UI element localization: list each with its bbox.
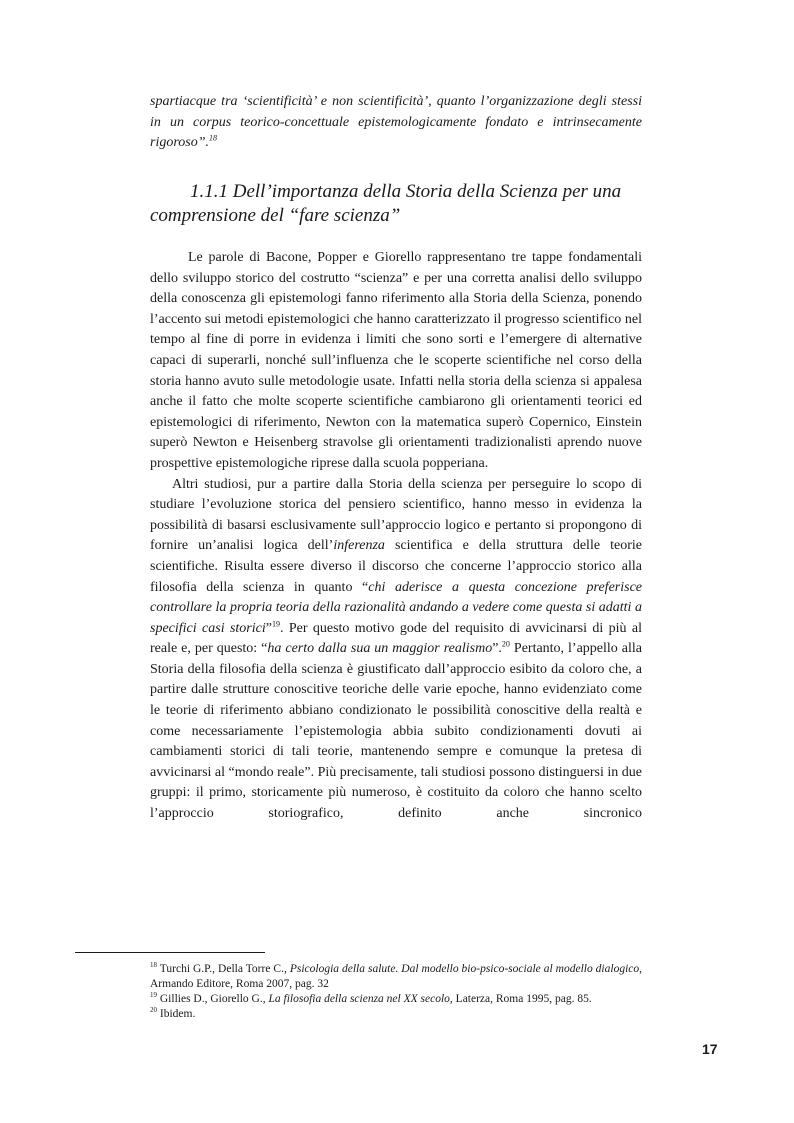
paragraph-2-part5: ”.	[492, 641, 502, 657]
section-title: Dell’importanza della Storia della Scienza per una comprensione del “fare scienza”	[150, 181, 622, 226]
footnote-18	[150, 962, 642, 992]
paragraph-2-part3: ”	[265, 620, 272, 636]
footnote-19	[150, 992, 642, 1007]
italic-quote-1: chi aderisce a questa concezione preferisce controllare la propria teoria della razionalità andando a vedere come questa si adatti a specifici casi storici	[150, 579, 642, 636]
footnote-number: 19	[150, 991, 157, 1000]
footnote-separator	[75, 952, 265, 953]
paragraph-2-part6: Pertanto, l’appello alla Storia della filosofia della scienza è giustificato dall’approccio esibito da coloro che, a partire dalle strutture conoscitive teoriche delle varie epoche, hanno evidenziato come le teorie di riferimento abbiano condizionato le possibilità conoscitive della realtà e come necessariamente l’epistemologia abbia subito condizionamenti dovuti ai cambiamenti storici di tali teorie, mantenendo sempre e comunque la pretesa di avvicinarsi al “mondo reale”. Più precisamente, tali studiosi possono distinguersi in due gruppi: il primo, storicamente più numeroso, è costituito da coloro che hanno scelto l’approccio storiografico, definito anche sincronico	[150, 641, 642, 822]
footnote-publisher: , Laterza, Roma 1995, pag. 85.	[449, 993, 592, 1005]
footnotes	[150, 962, 642, 1022]
paragraph-2-part1: Altri studiosi, pur a partire dalla Storia della scienza per perseguire lo scopo di studiare l’evoluzione storica del pensiero scientifico, hanno messo in evidenza la possibilità di basarsi esclusivamente sull’approccio logico e pertanto si propongono di fornire un’analisi logica dell’	[150, 476, 642, 554]
page-number: 17	[702, 1041, 718, 1057]
section-heading	[150, 180, 650, 228]
footnote-20	[150, 1007, 642, 1022]
italic-inferenza: inferenza	[333, 538, 385, 554]
footnote-authors: Turchi G.P., Della Torre C.,	[157, 963, 290, 975]
footnote-ref-19: 19	[271, 619, 280, 629]
footnote-number: 20	[150, 1006, 157, 1015]
paragraph-2-part4: . Per questo motivo gode del requisito di avvicinarsi di più al reale e, per questo: “	[150, 620, 642, 657]
footnote-authors: Gillies D., Giorello G.,	[157, 993, 269, 1005]
quote-continuation	[150, 92, 642, 154]
footnote-title: Psicologia della salute. Dal modello bio-psico-sociale al modello dialogico	[289, 963, 640, 975]
footnote-publisher: , Armando Editore, Roma 2007, pag. 32	[150, 963, 642, 990]
footnote-number: 18	[150, 961, 157, 970]
paragraph-2	[150, 475, 642, 825]
section-number: 1.1.1	[190, 181, 228, 202]
italic-quote-2: ha certo dalla sua un maggior realismo	[267, 641, 493, 657]
footnote-authors: Ibidem.	[157, 1008, 196, 1020]
paragraph-2-part2: scientifica e della struttura delle teorie scientifiche. Risulta essere diverso il discorso che concerne l’approccio storico alla filosofia della scienza in quanto “	[150, 538, 642, 595]
footnote-ref-18: 18	[209, 133, 218, 143]
footnote-title: La filosofia della scienza nel XX secolo	[268, 993, 450, 1005]
quote-text: spartiacque tra ‘scientificità’ e non scientificità’, quanto l’organizzazione degli stessi in un corpus teorico-concettuale epistemologicamente fondato e intrinsecamente rigoroso”.	[150, 94, 642, 151]
footnote-ref-20: 20	[501, 639, 510, 649]
body-text	[150, 248, 642, 825]
paragraph-1: Le parole di Bacone, Popper e Giorello rappresentano tre tappe fondamentali dello sviluppo storico del costrutto “scienza” e per una corretta analisi dello sviluppo della conoscenza gli epistemologi fanno riferimento alla Storia della Scienza, ponendo l’accento sui metodi epistemologici che hanno caratterizzato il progresso scientifico nel tempo al fine di porre in evidenza i limiti che sono sorti e l’emergere di alternative capaci di superarli, nonché sull’influenza che le scoperte scientifiche nel corso della storia hanno avuto sulle metodologie usate. Infatti nella storia della scienza si appalesa anche il fatto che molte scoperte scientifiche cambiarono gli orientamenti teorici ed epistemologici di riferimento, Newton con la matematica superò Copernico, Einstein superò Newton e Heisenberg stravolse gli orientamenti tradizionalisti aprendo nuove prospettive epistemologiche riprese dalla scuola popperiana.	[150, 250, 642, 471]
